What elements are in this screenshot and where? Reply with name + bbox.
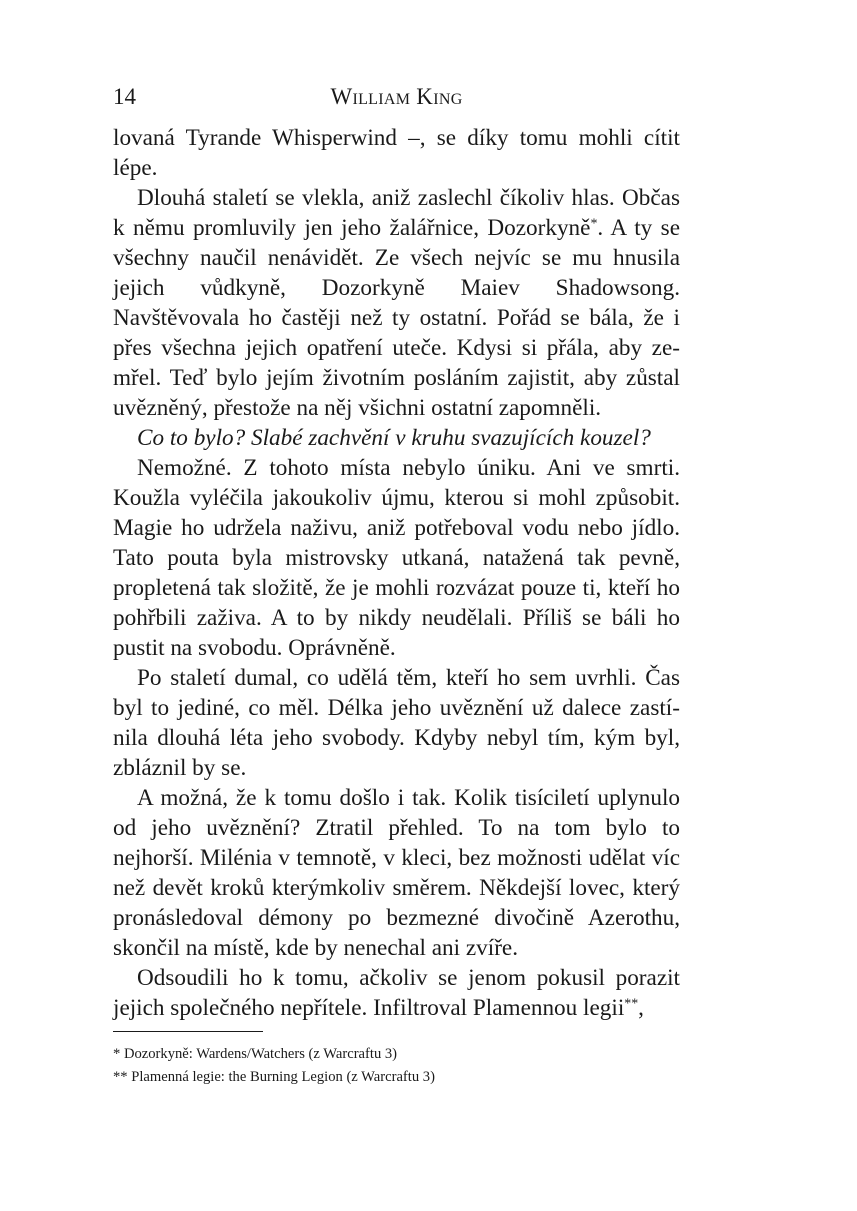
paragraph: A možná, že k tomu došlo i tak. Kolik tisíciletí uplynulo od jeho uvěznění? Ztratil přehled. To na tom bylo to nejhorší. Milénia v temnotě, v kleci, bez možnosti udělat víc než devět kroků kterýmkoliv směrem. Někdejší lovec, který pronásledoval démony po bezmezné divočině Azerothu, skončil na místě, kde by nenechal ani zvíře. — [113, 785, 680, 961]
paragraph: Po staletí dumal, co udělá těm, kteří ho sem uvrhli. Čas byl to jediné, co měl. Délka jeho uvěznění už dalece zastínila dlouhá léta jeho svobody. Kdyby nebyl tím, kým byl, zbláznil by se. — [113, 665, 680, 781]
footnotes — [113, 1043, 680, 1089]
paragraph: Dlouhá staletí se vlekla, aniž zaslechl číkoliv hlas. Občas k němu promluvily jen jeho žalářnice, Dozorkyně*. A ty se všechny naučil nenávidět. Ze všech nejvíc se mu hnusila jejich vůdkyně, Dozorkyně Maiev Shadowsong. Navštěvovala ho častěji než ty ostatní. Pořád se bála, že i přes všechna jejich opatření uteče. Kdysi si přála, aby zemřel. Teď bylo jejím životním posláním zajistit, aby zůstal uvězněný, přestože na něj všichni ostatní zapomněli. — [113, 185, 680, 421]
running-head-author: William King — [330, 84, 463, 109]
footnote-marker: * — [590, 216, 598, 232]
footnote: ** Plamenná legie: the Burning Legion (z Warcraftu 3) — [113, 1069, 435, 1085]
footnote-marker: ** — [624, 996, 639, 1012]
italic-paragraph: Co to bylo? Slabé zachvění v kruhu svazujících kouzel? — [137, 425, 651, 451]
paragraph: Nemožné. Z tohoto místa nebylo úniku. Ani ve smrti. Koužla vyléčila jakoukoliv újmu, kterou si mohl způsobit. Magie ho udržela naživu, aniž potřeboval vodu nebo jídlo. Tato pouta byla mistrovsky utkaná, natažená tak pevně, propletená tak složitě, že je mohli rozvázat pouze ti, kteří ho pohřbili zaživa. A to by nikdy neudělali. Příliš se báli ho pustit na svobodu. Oprávněně. — [113, 455, 680, 661]
footnote: * Dozorkyně: Wardens/Watchers (z Warcraftu 3) — [113, 1046, 398, 1062]
body-text — [113, 123, 680, 1023]
page-number: 14 — [113, 84, 136, 109]
paragraph: lovaná Tyrande Whisperwind –, se díky tomu mohli cítit lépe. — [113, 125, 680, 181]
page-header — [113, 82, 680, 112]
paragraph: Odsoudili ho k tomu, ačkoliv se jenom pokusil porazit jejich společného nepřítele. Infiltroval Plamennou legii**, — [113, 965, 680, 1021]
footnote-rule — [113, 1031, 263, 1032]
